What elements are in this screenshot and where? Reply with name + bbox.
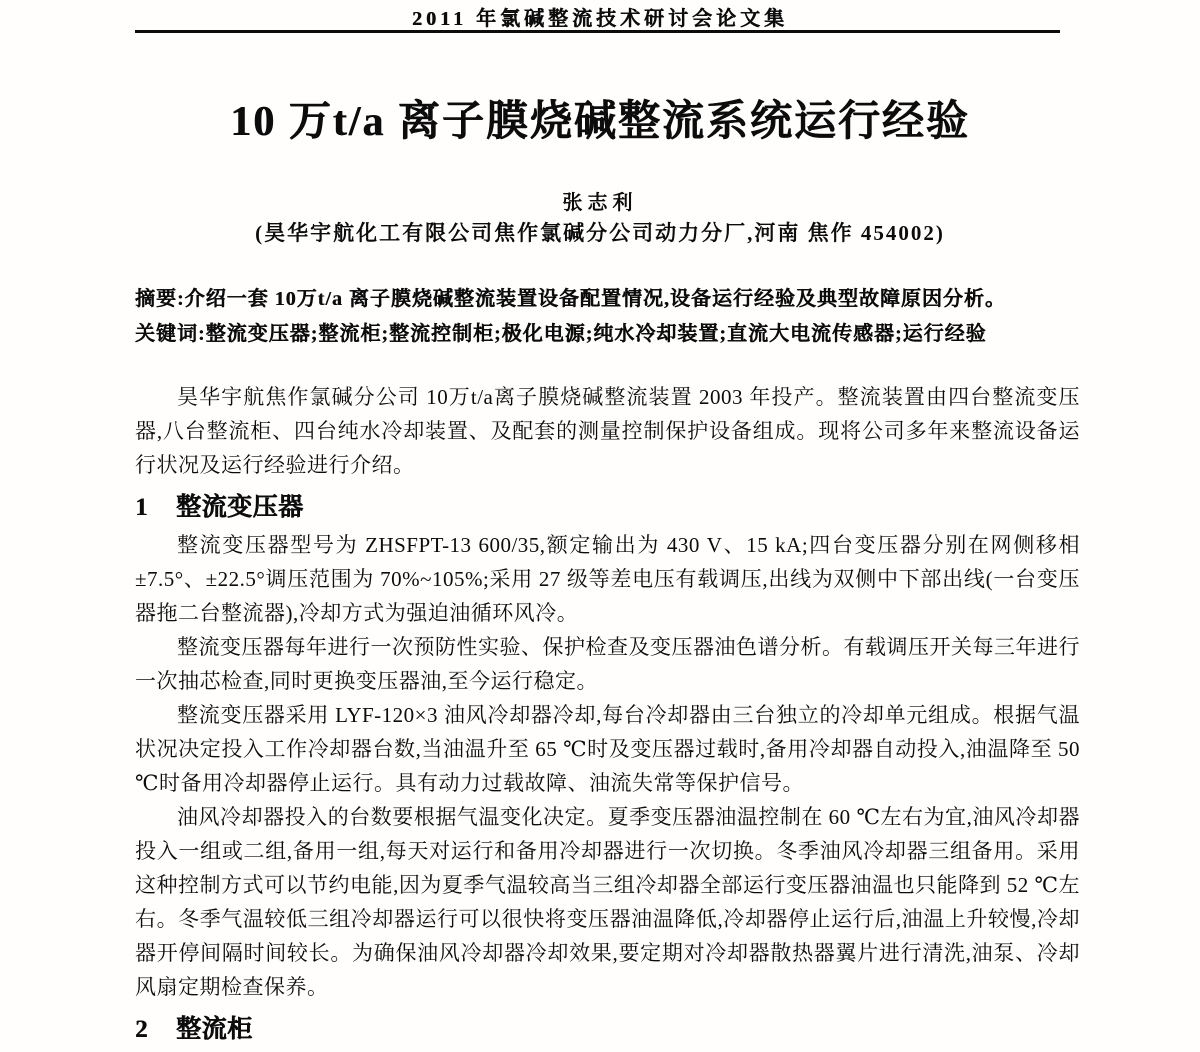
keywords-text: 整流变压器;整流柜;整流控制柜;极化电源;纯水冷却装置;直流大电流传感器;运行经验 — [205, 323, 987, 345]
author-name: 张志利 — [562, 192, 638, 214]
header-rule-divider — [135, 30, 1060, 33]
section-heading-2 — [135, 1012, 1080, 1048]
abstract-label: 摘要: — [135, 288, 185, 310]
abstract-text: 介绍一套 10万t/a 离子膜烧碱整流装置设备配置情况,设备运行经验及典型故障原因分析。 — [184, 288, 1006, 310]
body-text — [135, 380, 1080, 1052]
paragraph: 整流变压器每年进行一次预防性实验、保护检查及变压器油色谱分析。有载调压开关每三年进行一次抽芯检查,同时更换变压器油,至今运行稳定。 — [135, 635, 1080, 693]
section-number: 1 — [135, 494, 148, 521]
paragraph: 整流变压器采用 LYF-120×3 油风冷却器冷却,每台冷却器由三台独立的冷却单元组成。根据气温状况决定投入工作冷却器台数,当油温升至 65 ℃时及变压器过载时,备用冷却器自动投入,油温降至 50 ℃时备用冷却器停止运行。具有动力过载故障、油流失常等保护信号。 — [135, 703, 1080, 795]
section-title: 整流柜 — [176, 1016, 253, 1043]
keywords-label: 关键词: — [135, 323, 206, 345]
paragraph: 油风冷却器投入的台数要根据气温变化决定。夏季变压器油温控制在 60 ℃左右为宜,油风冷却器投入一组或二组,备用一组,每天对运行和备用冷却器进行一次切换。冬季油风冷却器三组备用。采用这种控制方式可以节约电能,因为夏季气温较高当三组冷却器全部运行变压器油温也只能降到 52 ℃左右。冬季气温较低三组冷却器运行可以很快将变压器油温降低,冷却器停止运行后,油温上升较慢,冷却器开停间隔时间较长。为确保油风冷却器冷却效果,要定期对冷却器散热器翼片进行清洗,油泵、冷却风扇定期检查保养。 — [135, 805, 1080, 999]
running-header: 2011 年氯碱整流技术研讨会论文集 — [412, 8, 788, 30]
section-title: 整流变压器 — [176, 494, 304, 521]
section-heading-1 — [135, 490, 1080, 526]
paper-title: 10 万t/a 离子膜烧碱整流系统运行经验 — [230, 99, 970, 145]
section-number: 2 — [135, 1016, 148, 1043]
intro-paragraph: 昊华宇航焦作氯碱分公司 10万t/a离子膜烧碱整流装置 2003 年投产。整流装置由四台整流变压器,八台整流柜、四台纯水冷却装置、及配套的测量控制保护设备组成。现将公司多年来整流设备运行状况及运行经验进行介绍。 — [135, 385, 1080, 477]
author-affiliation: (昊华宇航化工有限公司焦作氯碱分公司动力分厂,河南 焦作 454002) — [255, 221, 945, 245]
paragraph: 整流变压器型号为 ZHSFPT-13 600/35,额定输出为 430 V、15 kA;四台变压器分别在网侧移相±7.5°、±22.5°调压范围为 70%~105%;采用 27 级等差电压有载调压,出线为双侧中下部出线(一台变压器拖二台整流器),冷却方式为强迫油循环风冷。 — [135, 533, 1080, 625]
abstract-line — [135, 282, 1080, 317]
abstract-block — [135, 282, 1080, 352]
keywords-line — [135, 317, 1080, 352]
